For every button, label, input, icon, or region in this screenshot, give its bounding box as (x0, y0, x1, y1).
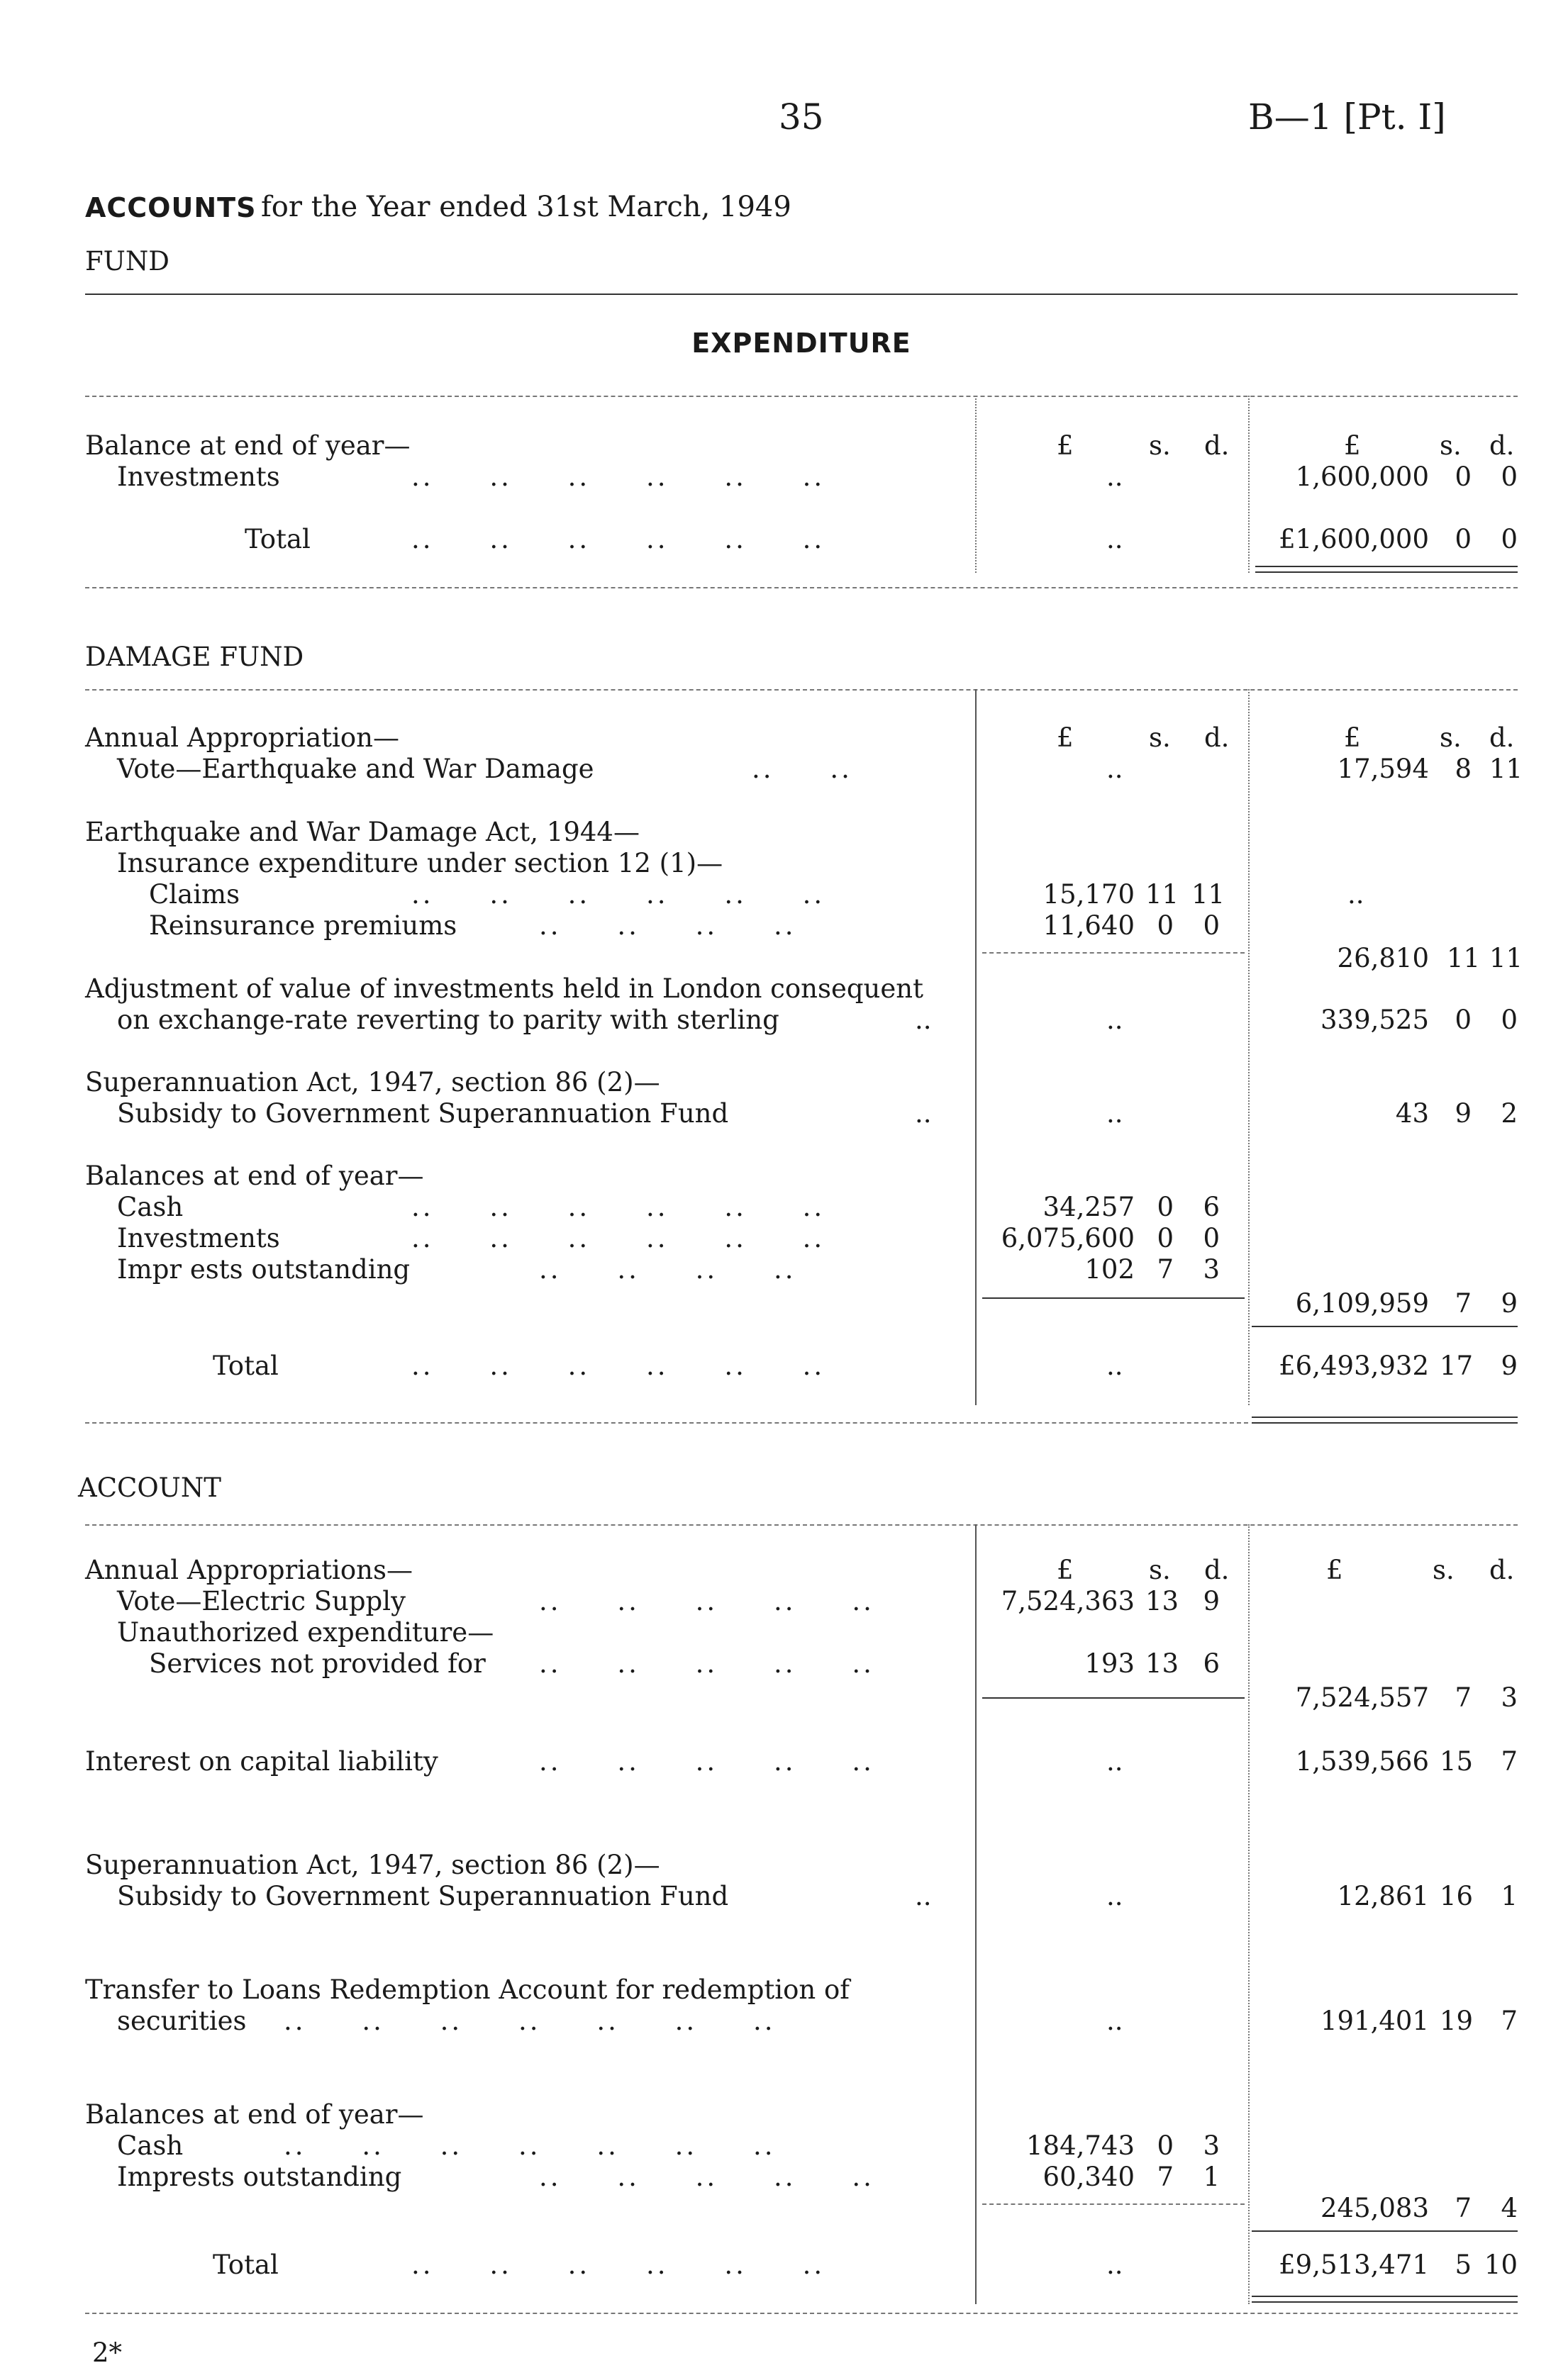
leader-dots: .. (915, 1098, 932, 1129)
adjustment-label-2: on exchange-rate reverting to parity with sterling (117, 1005, 779, 1035)
balances-total-pounds: 6,109,959 (1295, 1288, 1429, 1319)
col-pound: £ (1057, 722, 1074, 753)
leader-dots: .. .. .. .. .. (539, 1648, 874, 1679)
cash-d: 6 (1203, 1192, 1220, 1222)
col-pound: £ (1057, 1555, 1074, 1585)
expenditure-heading: EXPENDITURE (691, 328, 911, 359)
total-label: Total (213, 1351, 279, 1381)
col-divider-2a (975, 689, 977, 1405)
transfer-label-1: Transfer to Loans Redemption Account for redemption of (85, 1974, 850, 2005)
rule-bottom (85, 2313, 1518, 2314)
imprests-pounds: 60,340 (1042, 2162, 1135, 2192)
col-pound-2: £ (1344, 430, 1361, 461)
rule-section-2 (85, 1422, 1248, 1424)
claims-label: Claims (149, 879, 240, 910)
col-divider-3a (975, 1524, 977, 2304)
imprests-s: 7 (1157, 1254, 1174, 1285)
services-label: Services not provided for (149, 1648, 486, 1679)
reinsurance-s: 0 (1157, 910, 1174, 941)
insurance-total-d: 11 (1489, 943, 1523, 973)
total-d: 0 (1501, 524, 1518, 554)
investments-pounds: 6,075,600 (1001, 1223, 1135, 1253)
balances-total-s: 7 (1455, 2193, 1472, 2223)
unauthorized-label: Unauthorized expenditure— (117, 1617, 494, 1648)
annual-total-d: 3 (1501, 1682, 1518, 1713)
vote-d: 9 (1203, 1586, 1220, 1616)
interest-d: 7 (1501, 1746, 1518, 1777)
total-underline-2 (1255, 571, 1518, 573)
leader-dots: .. .. .. .. .. .. (411, 879, 825, 910)
ellipsis: .. (1106, 2250, 1123, 2280)
col-divider-1a (975, 396, 977, 573)
col-d: d. (1204, 430, 1230, 461)
adjustment-s: 0 (1455, 1005, 1472, 1035)
imprests-label: Impr ests outstanding (117, 1254, 411, 1285)
total-s: 17 (1440, 1351, 1474, 1381)
leader-dots: .. .. .. .. .. (539, 1586, 874, 1616)
leader-dots: .. .. .. .. .. (539, 1746, 874, 1777)
total-s: 5 (1455, 2250, 1472, 2280)
cash-label: Cash (117, 2130, 184, 2161)
total-pounds: £6,493,932 (1279, 1351, 1429, 1381)
leader-dots: .. .. .. .. (539, 1254, 796, 1285)
investments-d: 0 (1501, 462, 1518, 492)
subtotal-line (982, 2203, 1245, 2205)
investments-s: 0 (1455, 462, 1472, 492)
page-number: 35 (779, 96, 824, 138)
total-pounds: £1,600,000 (1279, 524, 1429, 554)
signature-mark: 2* (92, 2337, 123, 2368)
col-d-2: d. (1489, 1555, 1515, 1585)
rule-top (85, 294, 1518, 295)
col-d-2: d. (1489, 722, 1515, 753)
col-pound-2: £ (1344, 722, 1361, 753)
subtotal-line (982, 952, 1245, 954)
rule-section-1 (85, 587, 1518, 588)
leader-dots: .. .. .. .. .. .. .. (284, 2006, 776, 2036)
balances-total-d: 4 (1501, 2193, 1518, 2223)
superannuation-pounds: 43 (1395, 1098, 1429, 1129)
total-underline-2 (1252, 2301, 1518, 2303)
reinsurance-label: Reinsurance premiums (149, 910, 457, 941)
leader-dots: .. .. .. .. .. .. (411, 1192, 825, 1222)
reinsurance-pounds: 11,640 (1042, 910, 1135, 941)
superannuation-s: 16 (1440, 1881, 1474, 1911)
vote-d: 11 (1489, 754, 1523, 784)
cash-pounds: 34,257 (1042, 1192, 1135, 1222)
total-d: 9 (1501, 1351, 1518, 1381)
leader-dots: .. (915, 1881, 932, 1911)
leader-dots: .. .. .. .. .. .. (411, 524, 825, 554)
total-label: Total (213, 2250, 279, 2280)
rule-under-heading (85, 396, 1518, 397)
transfer-d: 7 (1501, 2006, 1518, 2036)
ellipsis: .. (1106, 462, 1123, 492)
vote-label: Vote—Electric Supply (117, 1586, 406, 1616)
col-pound-2: £ (1326, 1555, 1343, 1585)
investments-label: Investments (117, 462, 280, 492)
damage-fund-heading: DAMAGE FUND (85, 642, 304, 672)
balances-label: Balances at end of year— (85, 2099, 424, 2130)
rule-damage (85, 689, 1518, 691)
annual-total-pounds: 7,524,557 (1295, 1682, 1429, 1713)
leader-dots: .. .. .. .. .. .. (411, 1351, 825, 1381)
leader-dots: .. .. .. .. (539, 910, 796, 941)
cash-pounds: 184,743 (1025, 2130, 1135, 2161)
col-s: s. (1149, 430, 1171, 461)
ellipsis: .. (1106, 1881, 1123, 1911)
superannuation-label-1: Superannuation Act, 1947, section 86 (2)— (85, 1067, 660, 1097)
fund-label: FUND (85, 246, 169, 276)
col-s-2: s. (1440, 430, 1462, 461)
col-s-2: s. (1440, 722, 1462, 753)
imprests-d: 1 (1203, 2162, 1220, 2192)
annual-appropriations-label: Annual Appropriations— (85, 1555, 413, 1585)
ellipsis: .. (1106, 1005, 1123, 1035)
services-s: 13 (1145, 1648, 1179, 1679)
leader-dots: .. .. .. .. .. .. (411, 2250, 825, 2280)
claims-s: 11 (1145, 879, 1179, 910)
cash-s: 0 (1157, 1192, 1174, 1222)
interest-pounds: 1,539,566 (1295, 1746, 1429, 1777)
insurance-total-pounds: 26,810 (1337, 943, 1429, 973)
leader-dots: .. .. .. .. .. (539, 2162, 874, 2192)
total-label: Total (245, 524, 311, 554)
balances-total-pounds: 245,083 (1320, 2193, 1429, 2223)
annual-appropriation-label: Annual Appropriation— (85, 722, 399, 753)
services-d: 6 (1203, 1648, 1220, 1679)
claims-pounds: 15,170 (1042, 879, 1135, 910)
subtotal-line (982, 1697, 1245, 1699)
imprests-d: 3 (1203, 1254, 1220, 1285)
interest-s: 15 (1440, 1746, 1474, 1777)
ellipsis: .. (1106, 1746, 1123, 1777)
cash-s: 0 (1157, 2130, 1174, 2161)
ellipsis: .. (1106, 754, 1123, 784)
ellipsis: .. (1106, 2006, 1123, 2036)
vote-label: Vote—Earthquake and War Damage (117, 754, 594, 784)
total-underline-1 (1255, 566, 1518, 567)
leader-dots: .. .. .. .. .. .. .. (284, 2130, 776, 2161)
services-pounds: 193 (1084, 1648, 1135, 1679)
superannuation-s: 9 (1455, 1098, 1472, 1129)
investments-label: Investments (117, 1223, 280, 1253)
subtotal-line (982, 1297, 1245, 1299)
col-d: d. (1204, 1555, 1230, 1585)
account-heading: ACCOUNT (78, 1473, 221, 1503)
imprests-label: Imprests outstanding (117, 2162, 402, 2192)
total-d: 10 (1484, 2250, 1518, 2280)
insurance-total-s: 11 (1447, 943, 1481, 973)
rule-account (85, 1524, 1518, 1526)
claims-d: 11 (1191, 879, 1225, 910)
ellipsis: .. (1106, 1098, 1123, 1129)
transfer-label-2: securities (117, 2006, 247, 2036)
col-divider-2b (1248, 689, 1250, 1405)
vote-pounds: 7,524,363 (1001, 1586, 1135, 1616)
total-underline-1 (1252, 2296, 1518, 2297)
total-underline-2 (1252, 1422, 1518, 1424)
col-d: d. (1204, 722, 1230, 753)
document-reference: B—1 [Pt. I] (1248, 96, 1446, 138)
adjustment-d: 0 (1501, 1005, 1518, 1035)
superannuation-d: 1 (1501, 1881, 1518, 1911)
act-label: Earthquake and War Damage Act, 1944— (85, 817, 640, 847)
total-overline (1252, 2230, 1518, 2232)
col-s: s. (1149, 722, 1171, 753)
col-d-2: d. (1489, 430, 1515, 461)
transfer-s: 19 (1440, 2006, 1474, 2036)
investments-pounds: 1,600,000 (1295, 462, 1429, 492)
total-s: 0 (1455, 524, 1472, 554)
superannuation-label-2: Subsidy to Government Superannuation Fund (117, 1098, 729, 1129)
col-pound: £ (1057, 430, 1074, 461)
superannuation-d: 2 (1501, 1098, 1518, 1129)
imprests-pounds: 102 (1084, 1254, 1135, 1285)
annual-total-s: 7 (1455, 1682, 1472, 1713)
balances-label: Balances at end of year— (85, 1161, 424, 1191)
ellipsis: .. (1347, 879, 1364, 910)
cash-d: 3 (1203, 2130, 1220, 2161)
imprests-s: 7 (1157, 2162, 1174, 2192)
reinsurance-d: 0 (1203, 910, 1220, 941)
adjustment-label-1: Adjustment of value of investments held in London consequent (85, 973, 923, 1004)
balance-label: Balance at end of year— (85, 430, 411, 461)
vote-s: 8 (1455, 754, 1472, 784)
insurance-label: Insurance expenditure under section 12 (1)— (117, 848, 723, 878)
balances-total-s: 7 (1455, 1288, 1472, 1319)
cash-label: Cash (117, 1192, 184, 1222)
superannuation-label-1: Superannuation Act, 1947, section 86 (2)— (85, 1850, 660, 1880)
investments-s: 0 (1157, 1223, 1174, 1253)
total-underline-1 (1252, 1417, 1518, 1418)
title-rest: for the Year ended 31st March, 1949 (261, 191, 791, 223)
ellipsis: .. (1106, 524, 1123, 554)
leader-dots: .. (915, 1005, 932, 1035)
superannuation-label-2: Subsidy to Government Superannuation Fund (117, 1881, 729, 1911)
leader-dots: .. .. .. .. .. .. (411, 462, 825, 492)
leader-dots: .. .. .. .. .. .. (411, 1223, 825, 1253)
adjustment-pounds: 339,525 (1320, 1005, 1429, 1035)
balances-total-d: 9 (1501, 1288, 1518, 1319)
investments-d: 0 (1203, 1223, 1220, 1253)
col-divider-3b (1248, 1524, 1250, 2304)
interest-label: Interest on capital liability (85, 1746, 438, 1777)
ellipsis: .. (1106, 1351, 1123, 1381)
col-s-2: s. (1433, 1555, 1455, 1585)
vote-pounds: 17,594 (1337, 754, 1429, 784)
accounts-word: ACCOUNTS (85, 192, 257, 223)
transfer-pounds: 191,401 (1320, 2006, 1429, 2036)
superannuation-pounds: 12,861 (1337, 1881, 1429, 1911)
vote-s: 13 (1145, 1586, 1179, 1616)
total-overline (1252, 1326, 1518, 1327)
leader-dots: .. .. (752, 754, 852, 784)
total-pounds: £9,513,471 (1279, 2250, 1429, 2280)
col-divider-1b (1248, 396, 1250, 573)
col-s: s. (1149, 1555, 1171, 1585)
